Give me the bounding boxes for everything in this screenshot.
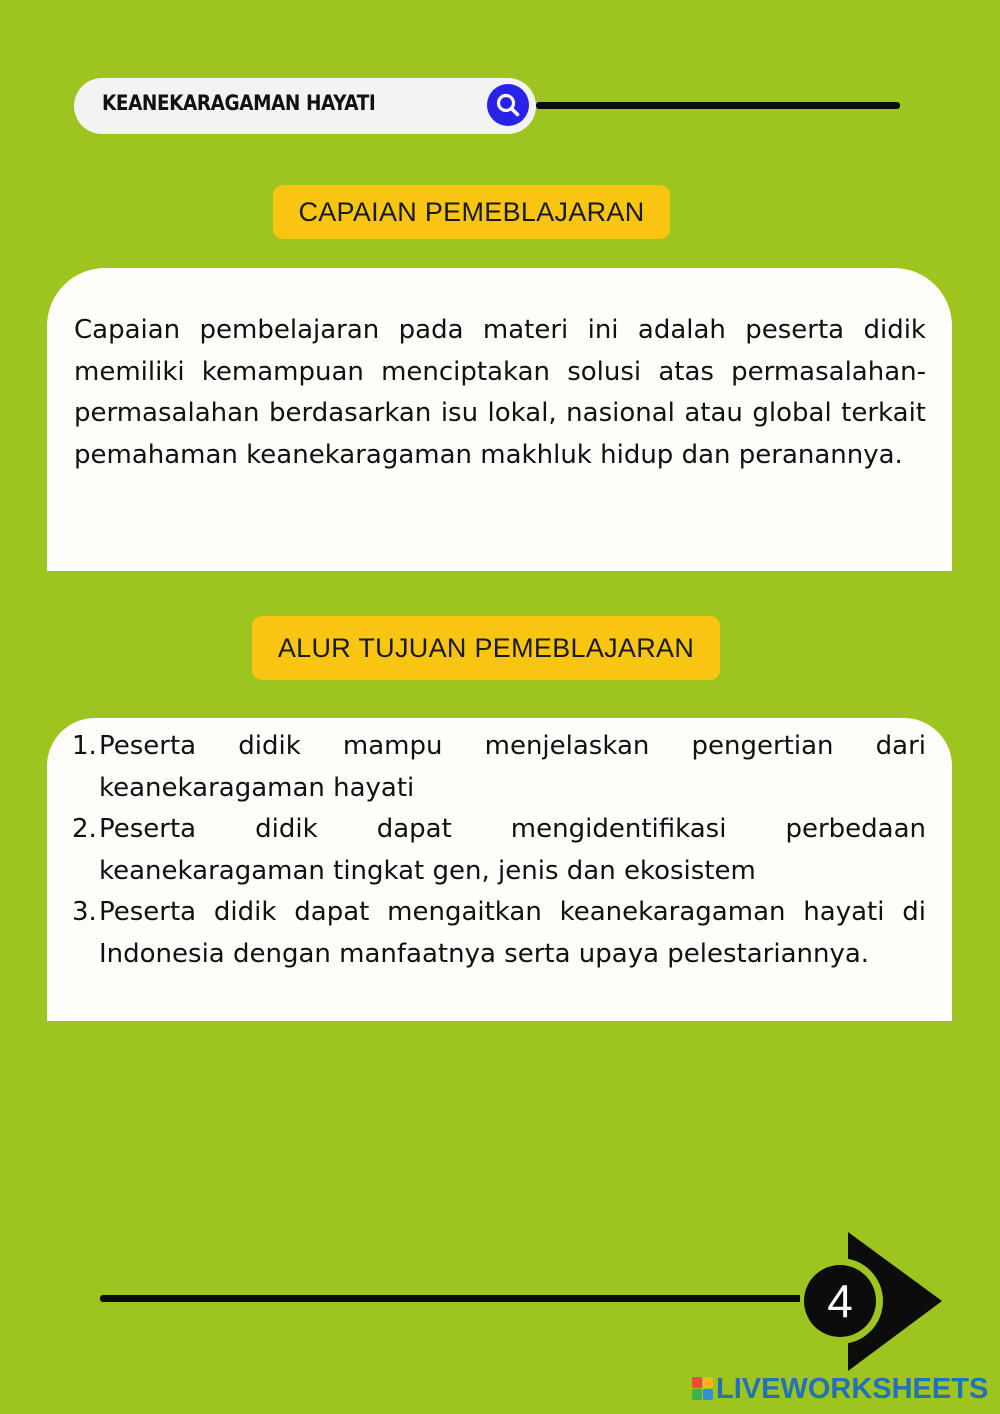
liveworksheets-logo-icon [692,1377,714,1401]
header-title-pill [74,78,536,134]
goals-list [72,726,926,975]
list-item [72,726,926,809]
list-item-number: 2. [72,814,97,844]
liveworksheets-brand-text: LIVEWORKSHEETS [716,1373,989,1405]
list-item-number: 3. [72,897,97,927]
list-item-text: Peserta didik mampu menjelaskan pengertian dari keanekaragaman hayati [99,731,926,803]
capaian-card [47,268,952,571]
page-number: 4 [827,1275,853,1327]
list-item-number: 1. [72,731,97,761]
list-item-text: Peserta didik dapat mengidentifikasi perbedaan keanekaragaman tingkat gen, jenis dan ekosistem [99,814,926,886]
section-label-alur: ALUR TUJUAN PEMEBLAJARAN [252,616,720,680]
section-label-capaian: CAPAIAN PEMEBLAJARAN [273,185,670,239]
capaian-text: Capaian pembelajaran pada materi ini adalah peserta didik memiliki kemampuan menciptakan solusi atas permasalahan-permasalahan berdasarkan isu lokal, nasional atau global terkait pemahaman keanekaragaman makhluk hidup dan peranannya. [74,315,926,470]
search-icon [495,92,521,118]
search-button[interactable] [487,84,529,126]
footer-divider-line [100,1295,820,1302]
list-item [72,809,926,892]
header-divider-line [536,102,900,109]
page-title: KEANEKARAGAMAN HAYATI [102,91,376,115]
list-item-text: Peserta didik dapat mengaitkan keanekaragaman hayati di Indonesia dengan manfaatnya serta upaya pelestariannya. [99,897,926,969]
list-item [72,892,926,975]
alur-card [47,718,952,1021]
